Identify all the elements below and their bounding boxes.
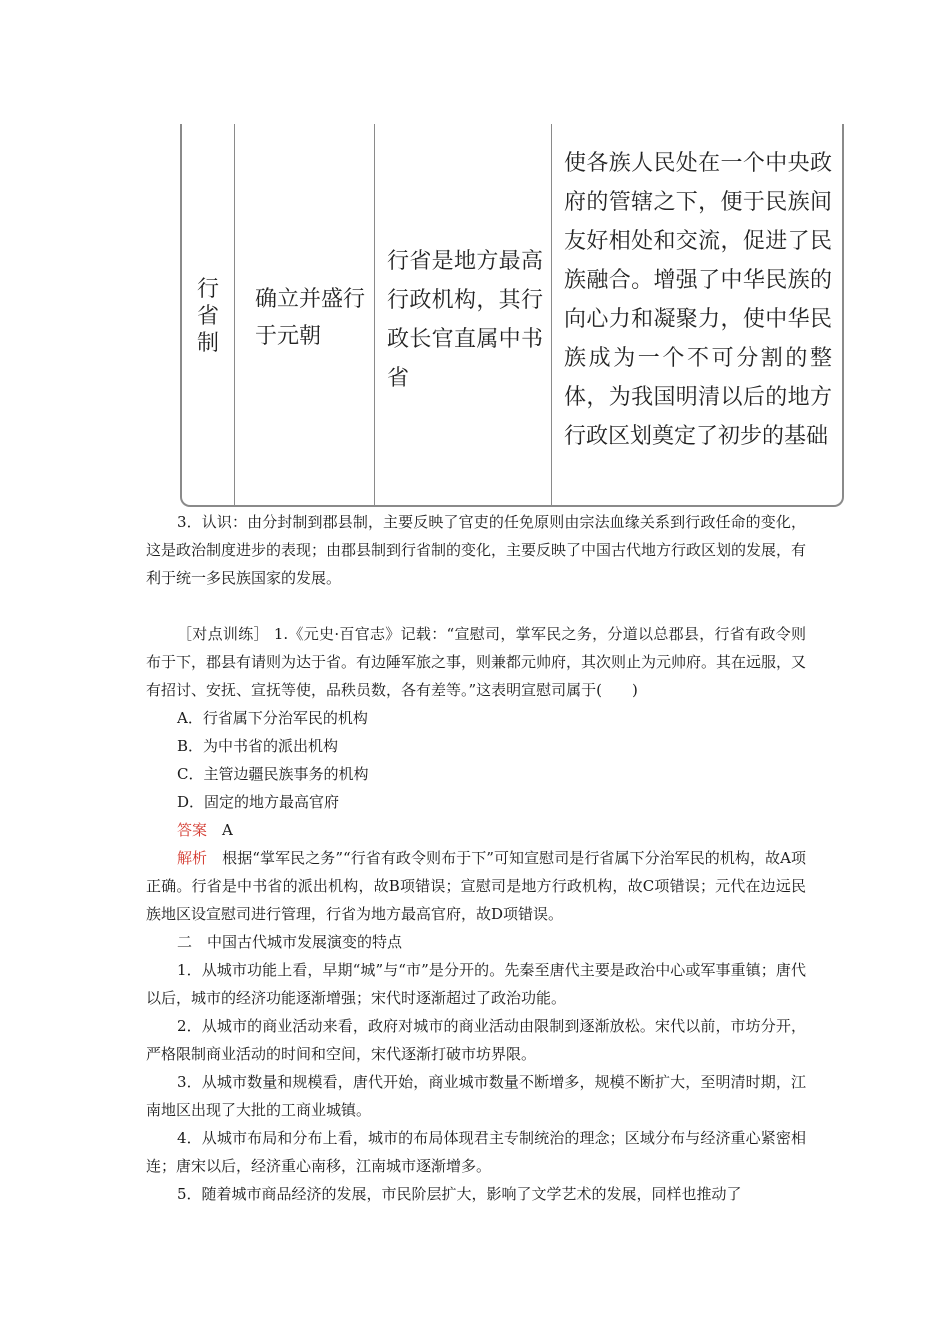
answer-line xyxy=(177,816,233,844)
option-b: B．为中书省的派出机构 xyxy=(177,737,339,755)
analysis-text: 根据“掌军民之务”“行省有政令则布于下”可知宣慰司是行省属下分治军民的机构，故A项正确。行省是中书省的派出机构，故B项错误；宣慰司是地方行政机构，故C项错误；元代在边远民族地区设宣慰司进行管理，行省为地方最高官府，故D项错误。 xyxy=(146,849,806,923)
option-d: D．固定的地方最高官府 xyxy=(177,793,340,811)
section-2-point-1: 1．从城市功能上看，早期“城”与“市”是分开的。先秦至唐代主要是政治中心或军事重镇；唐代以后，城市的经济功能逐渐增强；宋代时逐渐超过了政治功能。 xyxy=(146,961,806,1007)
system-table xyxy=(180,124,844,507)
option-c: C．主管边疆民族事务的机构 xyxy=(177,765,369,783)
analysis-label: 解析 xyxy=(177,849,208,867)
system-influence: 使各族人民处在一个中央政府的管辖之下，便于民族间友好相处和交流，促进了民族融合。增强了中华民族的向心力和凝聚力，使中华民族成为一个不可分割的整体，为我国明清以后的地方行政区划奠定了初步的基础 xyxy=(564,151,832,449)
table-cell-period xyxy=(235,124,375,505)
table-cell-content xyxy=(375,124,552,505)
point-3-paragraph: 3．认识：由分封制到郡县制，主要反映了官吏的任免原则由宗法血缘关系到行政任命的变化，这是政治制度进步的表现；由郡县制到行省制的变化，主要反映了中国古代地方行政区划的发展，有利于统一多民族国家的发展。 xyxy=(146,513,807,587)
table-cell-name xyxy=(182,124,235,505)
option-a: A．行省属下分治军民的机构 xyxy=(177,709,368,727)
section-2-point-3: 3．从城市数量和规模看，唐代开始，商业城市数量不断增多，规模不断扩大，至明清时期，江南地区出现了大批的工商业城镇。 xyxy=(146,1073,806,1119)
section-2-point-4: 4．从城市布局和分布上看，城市的布局体现君主专制统治的理念；区域分布与经济重心紧密相连；唐宋以后，经济重心南移，江南城市逐渐增多。 xyxy=(146,1129,806,1175)
answer-label: 答案 xyxy=(177,821,208,839)
table-cell-influence xyxy=(552,124,842,505)
answer-value: A xyxy=(207,821,233,839)
analysis-paragraph xyxy=(146,844,806,928)
system-content: 行省是地方最高行政机构，其行政长官直属中书省 xyxy=(387,249,543,391)
section-2-heading: 二 中国古代城市发展演变的特点 xyxy=(177,933,403,951)
exercise-stem: ［对点训练］ 1.《元史·百官志》记载：“宣慰司，掌军民之务，分道以总郡县，行省有政令则布于下，郡县有请则为达于省。有边陲军旅之事，则兼都元帅府，其次则止为元帅府。其在远服，又有招讨、安抚、宣抚等使，品秩员数，各有差等。”这表明宣慰司属于( ) xyxy=(146,625,807,699)
system-period: 确立并盛行于元朝 xyxy=(255,287,366,349)
section-2-point-2: 2．从城市的商业活动来看，政府对城市的商业活动由限制到逐渐放松。宋代以前，市坊分开，严格限制商业活动的时间和空间，宋代逐渐打破市坊界限。 xyxy=(146,1017,806,1063)
system-name: 行省制 xyxy=(196,277,219,356)
section-2-point-5: 5．随着城市商品经济的发展，市民阶层扩大，影响了文学艺术的发展，同样也推动了 xyxy=(177,1185,742,1203)
